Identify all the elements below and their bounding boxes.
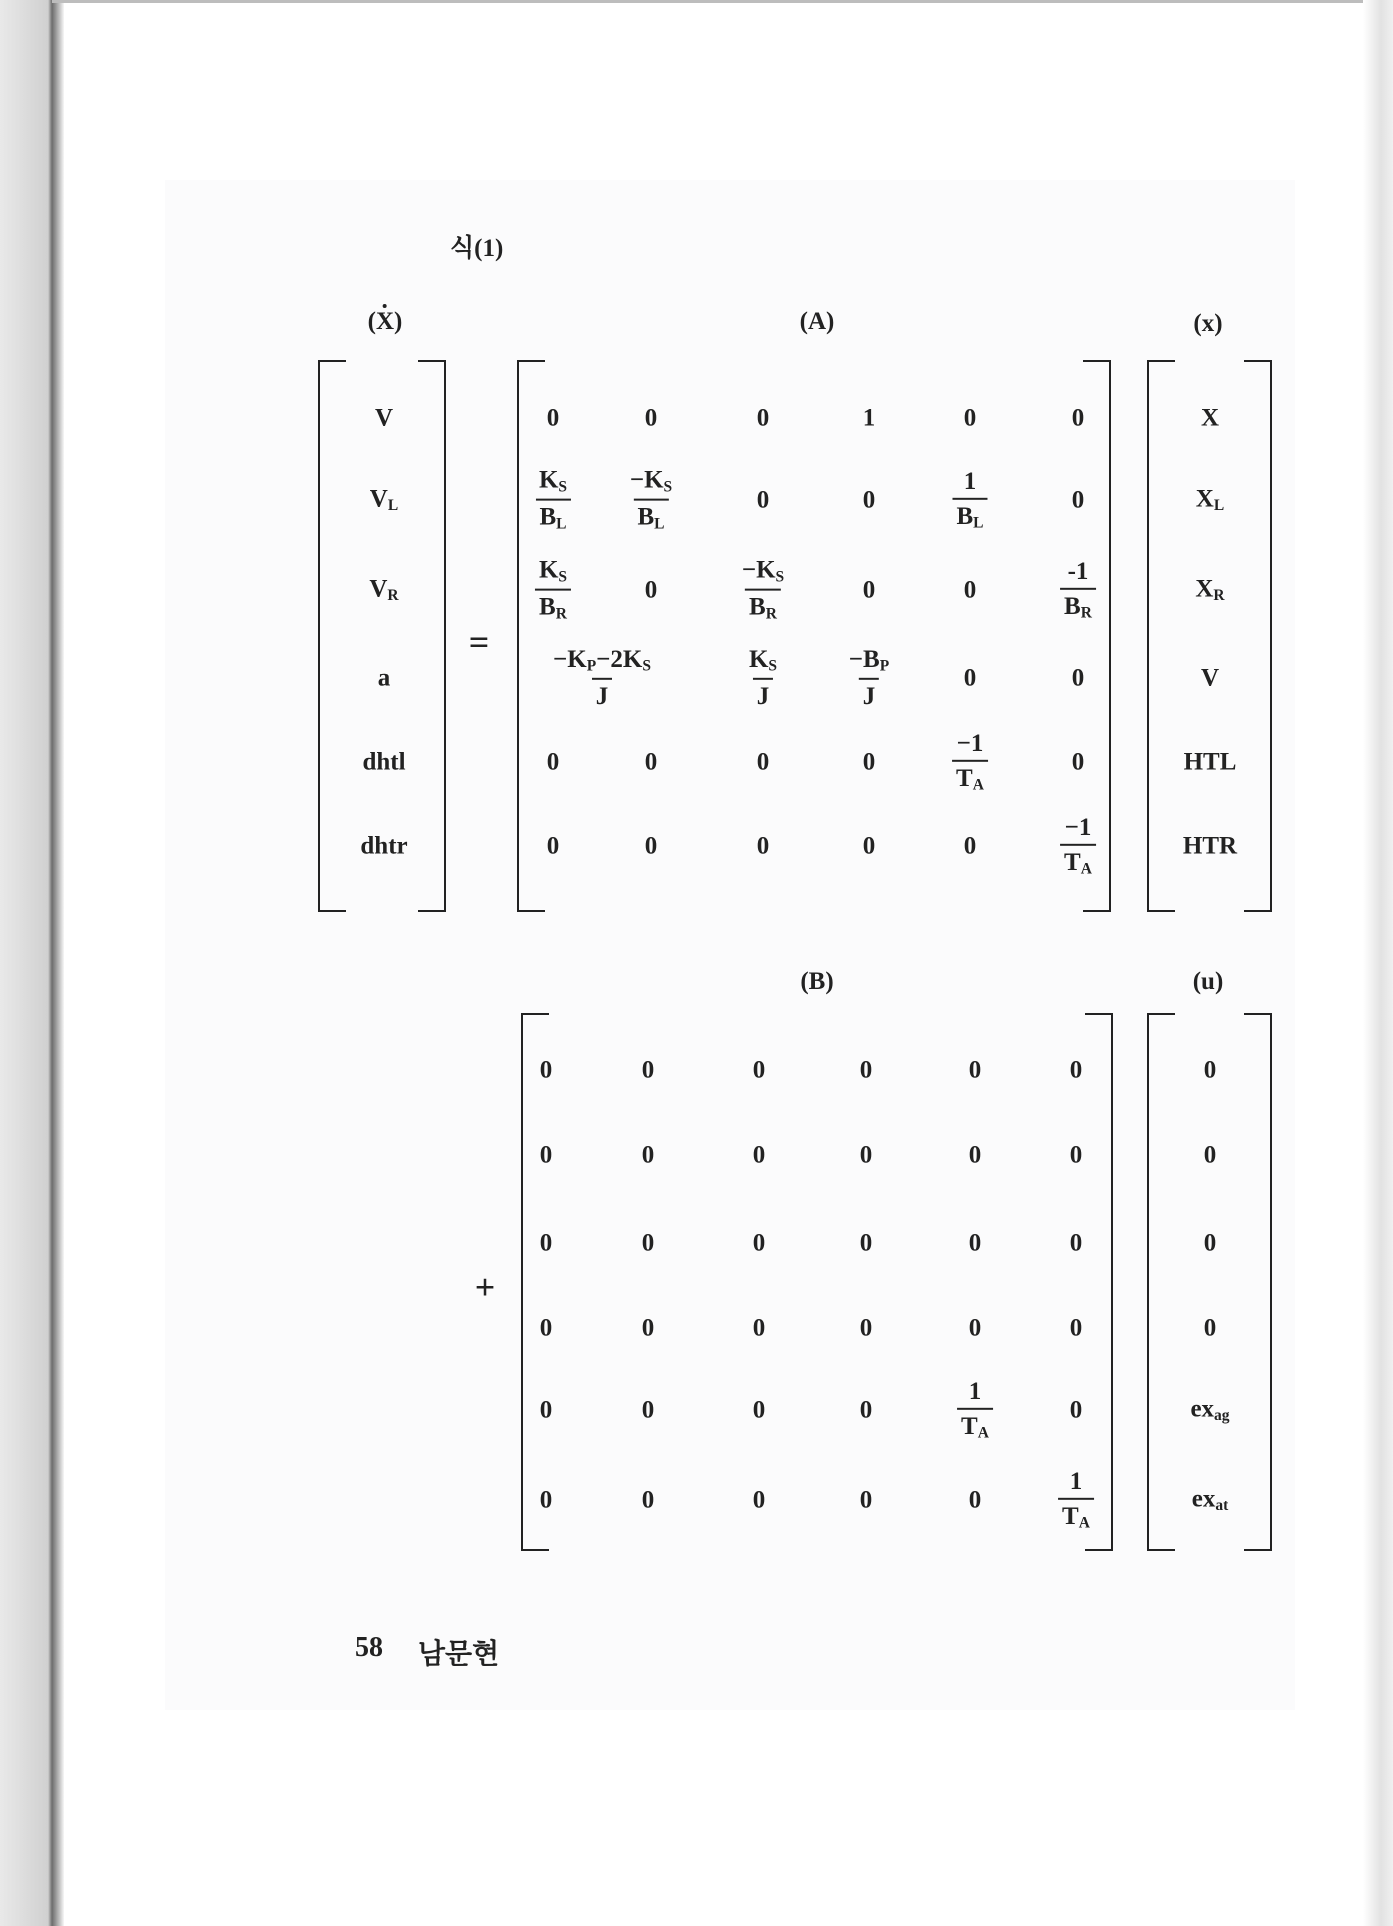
symbol-base: −1 <box>1064 813 1092 841</box>
matrix-b-cell: 0 <box>752 1396 766 1424</box>
fraction-denominator <box>859 678 880 709</box>
matrix-b-cell: 0 <box>641 1314 655 1342</box>
matrix-b-cell: 0 <box>539 1314 553 1342</box>
symbol-subscript: S <box>768 657 778 675</box>
symbol-base: V <box>369 575 388 603</box>
symbol-base: dhtr <box>360 832 408 860</box>
page-top-edge <box>52 0 1372 3</box>
matrix-a-label: (A) <box>799 308 835 335</box>
author-name: 남문현 <box>418 1639 500 1670</box>
plus-sign: + <box>474 1267 496 1307</box>
matrix-b-cell: 0 <box>968 1056 982 1084</box>
matrix-b-cell: 0 <box>752 1056 766 1084</box>
matrix-a-cell <box>745 647 781 709</box>
symbol-subscript: S <box>642 657 651 675</box>
symbol-subscript: P <box>879 657 890 675</box>
symbol-base: K <box>748 645 769 673</box>
matrix-a-cell: 0 <box>546 832 560 860</box>
matrix-b-cell: 0 <box>752 1486 766 1514</box>
xdot-label: (X) <box>367 308 403 335</box>
symbol-base: HTR <box>1182 832 1238 860</box>
symbol-base: T <box>961 1412 978 1440</box>
fraction-denominator <box>1058 1498 1094 1531</box>
symbol-subscript: A <box>1078 1514 1090 1532</box>
fraction <box>1060 815 1096 877</box>
matrix-b-cell: 0 <box>968 1486 982 1514</box>
symbol-subscript: S <box>775 568 785 586</box>
matrix-b-cell: 0 <box>752 1229 766 1257</box>
symbol-subscript: A <box>972 776 984 794</box>
fraction <box>549 647 655 709</box>
xdot-symbol: X <box>375 308 395 335</box>
symbol-base: K <box>538 556 559 584</box>
matrix-a-cell <box>845 647 893 709</box>
matrix-a-cell: 0 <box>644 748 658 776</box>
xdot-right-bracket <box>418 360 446 912</box>
symbol-base: J <box>756 683 770 711</box>
matrix-a-cell: 0 <box>963 832 977 860</box>
u-vector-entry <box>1190 1396 1229 1423</box>
matrix-a-cell: 0 <box>756 404 770 432</box>
symbol-base: T <box>1064 848 1081 876</box>
fraction <box>535 468 571 533</box>
matrix-a-cell: 0 <box>546 748 560 776</box>
fraction <box>1060 559 1096 621</box>
x-vector-entry <box>1184 750 1237 775</box>
u-vector-entry <box>1204 1143 1217 1168</box>
matrix-b-cell: 0 <box>859 1396 873 1424</box>
symbol-subscript: S <box>558 478 568 496</box>
symbol-subscript: R <box>387 587 399 605</box>
matrix-a-cell: 0 <box>862 576 876 604</box>
matrix-a-cell: 0 <box>862 832 876 860</box>
fraction <box>738 558 788 623</box>
symbol-base: B <box>1064 592 1081 620</box>
matrix-b-cell <box>1058 1469 1094 1531</box>
matrix-a-cell: 0 <box>1071 404 1085 432</box>
symbol-base: −1 <box>956 729 984 757</box>
symbol-base: −B <box>848 645 880 673</box>
symbol-subscript: L <box>556 515 567 533</box>
symbol-subscript: P <box>586 657 597 675</box>
matrix-b-cell: 0 <box>968 1229 982 1257</box>
x-vector-left-bracket <box>1147 360 1175 912</box>
page-right-edge <box>1363 0 1393 1926</box>
symbol-base: 1 <box>968 1377 982 1405</box>
xdot-vector-entry <box>369 576 398 603</box>
symbol-base: X <box>1200 404 1220 432</box>
fraction-denominator <box>745 589 781 622</box>
symbol-subscript: ag <box>1214 1407 1230 1425</box>
symbol-base: B <box>956 502 974 530</box>
x-vector-entry <box>1195 576 1224 603</box>
fraction <box>845 647 893 709</box>
symbol-base: 0 <box>1203 1229 1217 1257</box>
matrix-b-cell: 0 <box>1069 1141 1083 1169</box>
matrix-a-cell: 0 <box>963 664 977 692</box>
fraction <box>626 468 676 533</box>
matrix-b-cell: 0 <box>1069 1056 1083 1084</box>
u-vector-entry <box>1204 1058 1217 1083</box>
matrix-b-cell: 0 <box>1069 1396 1083 1424</box>
u-vector-entry <box>1204 1316 1217 1341</box>
matrix-a-cell: 0 <box>644 576 658 604</box>
equals-sign: = <box>468 622 490 662</box>
matrix-b-cell: 0 <box>539 1486 553 1514</box>
matrix-a-cell: 0 <box>862 486 876 514</box>
fraction-denominator <box>753 678 774 709</box>
symbol-subscript: R <box>1080 604 1092 622</box>
symbol-base: -1 <box>1067 557 1089 585</box>
matrix-a-cell <box>952 469 987 531</box>
symbol-base: 1 <box>963 467 977 495</box>
fraction <box>1058 1469 1094 1531</box>
x-vector-entry <box>1196 486 1224 513</box>
symbol-base: 0 <box>1203 1141 1217 1169</box>
xdot-vector-entry <box>375 406 393 431</box>
fraction-numerator <box>960 469 981 498</box>
page-left-edge <box>0 0 64 1926</box>
symbol-base: B <box>539 594 556 621</box>
symbol-base: V <box>369 485 388 513</box>
symbol-base: −K <box>629 466 664 494</box>
fraction-numerator <box>549 647 655 678</box>
matrix-b-cell: 0 <box>641 1396 655 1424</box>
symbol-base: HTL <box>1183 748 1237 776</box>
symbol-base: T <box>1062 1502 1079 1530</box>
xdot-vector-entry <box>370 486 398 513</box>
matrix-b-cell: 0 <box>539 1396 553 1424</box>
fraction-numerator <box>1066 1469 1087 1498</box>
symbol-subscript: R <box>555 605 567 623</box>
symbol-subscript: A <box>1080 860 1092 878</box>
fraction-numerator <box>535 468 571 499</box>
matrix-b-cell: 0 <box>539 1229 553 1257</box>
xdot-vector-entry <box>362 750 405 775</box>
symbol-base: X <box>1195 485 1214 513</box>
x-vector-right-bracket <box>1244 360 1272 912</box>
symbol-base: −2K <box>596 645 643 673</box>
matrix-a-cell: 1 <box>862 404 876 432</box>
symbol-base: ex <box>1191 1485 1216 1513</box>
matrix-a-cell: 0 <box>1071 486 1085 514</box>
symbol-base: B <box>539 504 557 531</box>
fraction-denominator <box>952 760 988 793</box>
matrix-b-cell <box>957 1379 993 1441</box>
matrix-a-cell <box>535 558 571 623</box>
symbol-subscript: A <box>977 1424 989 1442</box>
fraction-denominator <box>592 678 613 709</box>
matrix-b-cell: 0 <box>752 1314 766 1342</box>
matrix-b-cell: 0 <box>859 1314 873 1342</box>
fraction-denominator <box>957 1408 993 1441</box>
symbol-subscript: L <box>973 514 984 532</box>
matrix-a-cell <box>626 468 676 533</box>
matrix-a-cell: 0 <box>644 832 658 860</box>
matrix-b-cell: 0 <box>859 1229 873 1257</box>
xdot-left-bracket <box>318 360 346 912</box>
symbol-base: B <box>637 504 655 531</box>
matrix-b-cell: 0 <box>968 1141 982 1169</box>
symbol-subscript: R <box>1213 587 1225 605</box>
fraction-denominator <box>633 499 668 532</box>
fraction-numerator <box>1061 815 1096 844</box>
u-vector-left-bracket <box>1147 1013 1175 1551</box>
symbol-subscript: R <box>765 605 777 623</box>
fraction <box>952 469 987 531</box>
fraction-numerator <box>626 468 676 499</box>
matrix-b-cell: 0 <box>641 1486 655 1514</box>
fraction <box>745 647 781 709</box>
symbol-base: T <box>956 764 973 792</box>
symbol-subscript: S <box>663 478 673 496</box>
fraction-denominator <box>952 498 987 531</box>
matrix-a-cell <box>1060 559 1096 621</box>
symbol-base: B <box>749 594 766 621</box>
x-vector-entry <box>1201 406 1219 431</box>
symbol-base: −K <box>741 556 776 584</box>
matrix-a-cell: 0 <box>963 576 977 604</box>
symbol-base: −K <box>553 645 587 673</box>
fraction <box>957 1379 993 1441</box>
matrix-a-cell: 0 <box>963 404 977 432</box>
xdot-vector-entry <box>378 666 391 691</box>
matrix-a-cell: 0 <box>756 486 770 514</box>
symbol-base: ex <box>1190 1395 1215 1423</box>
fraction-numerator <box>745 647 781 678</box>
matrix-b-cell: 0 <box>752 1141 766 1169</box>
matrix-a-cell <box>1060 815 1096 877</box>
matrix-b-cell: 0 <box>641 1056 655 1084</box>
symbol-subscript: L <box>387 497 399 515</box>
matrix-b-cell: 0 <box>641 1141 655 1169</box>
matrix-a-cell <box>535 468 571 533</box>
matrix-a-cell <box>549 647 655 709</box>
matrix-b-label: (B) <box>800 968 834 995</box>
matrix-a-cell: 0 <box>756 832 770 860</box>
matrix-b-cell: 0 <box>968 1314 982 1342</box>
u-vector-entry <box>1192 1486 1229 1513</box>
symbol-base: J <box>862 683 876 711</box>
matrix-b-left-bracket <box>521 1013 549 1551</box>
matrix-a-cell: 0 <box>862 748 876 776</box>
fraction-denominator <box>535 499 570 532</box>
symbol-subscript: S <box>558 568 568 586</box>
u-vector-right-bracket <box>1244 1013 1272 1551</box>
matrix-b-cell: 0 <box>859 1141 873 1169</box>
page-number: 58 <box>355 1632 383 1663</box>
u-vector-label: (u) <box>1192 968 1224 995</box>
fraction <box>535 558 571 623</box>
matrix-a-left-bracket <box>517 360 545 912</box>
matrix-b-cell: 0 <box>641 1229 655 1257</box>
matrix-b-cell: 0 <box>539 1141 553 1169</box>
matrix-b-cell: 0 <box>1069 1314 1083 1342</box>
fraction-numerator <box>845 647 893 678</box>
symbol-base: K <box>538 466 559 494</box>
matrix-a-cell: 0 <box>1071 664 1085 692</box>
matrix-a-cell <box>738 558 788 623</box>
fraction-denominator <box>535 589 571 622</box>
x-vector-entry <box>1201 666 1219 691</box>
matrix-b-cell: 0 <box>859 1056 873 1084</box>
matrix-a-cell: 0 <box>1071 748 1085 776</box>
symbol-base: V <box>1200 664 1220 692</box>
symbol-base: J <box>595 683 609 711</box>
fraction <box>952 731 988 793</box>
fraction-denominator <box>1060 588 1096 621</box>
fraction-numerator <box>953 731 988 760</box>
u-vector-entry <box>1204 1231 1217 1256</box>
matrix-b-cell: 0 <box>1069 1229 1083 1257</box>
equation-label: 식(1) <box>450 235 504 262</box>
symbol-base: X <box>1195 575 1214 603</box>
fraction-numerator <box>1064 559 1093 588</box>
x-vector-label: (x) <box>1193 310 1223 337</box>
fraction-denominator <box>1060 844 1096 877</box>
fraction-numerator <box>738 558 788 589</box>
symbol-base: V <box>374 404 394 432</box>
matrix-a-cell: 0 <box>644 404 658 432</box>
symbol-base: 0 <box>1203 1056 1217 1084</box>
matrix-a-cell: 0 <box>756 748 770 776</box>
xdot-vector-entry <box>360 834 407 859</box>
symbol-subscript: L <box>654 515 665 533</box>
symbol-base: a <box>377 664 391 692</box>
fraction-numerator <box>965 1379 986 1408</box>
matrix-a-cell <box>952 731 988 793</box>
symbol-subscript: at <box>1215 1497 1229 1515</box>
matrix-b-cell: 0 <box>859 1486 873 1514</box>
matrix-a-cell: 0 <box>546 404 560 432</box>
symbol-base: 1 <box>1069 1467 1083 1495</box>
symbol-base: 0 <box>1203 1314 1217 1342</box>
matrix-b-cell: 0 <box>539 1056 553 1084</box>
symbol-base: dhtl <box>362 748 406 776</box>
x-vector-entry <box>1183 834 1237 859</box>
symbol-subscript: L <box>1213 497 1225 515</box>
fraction-numerator <box>535 558 571 589</box>
